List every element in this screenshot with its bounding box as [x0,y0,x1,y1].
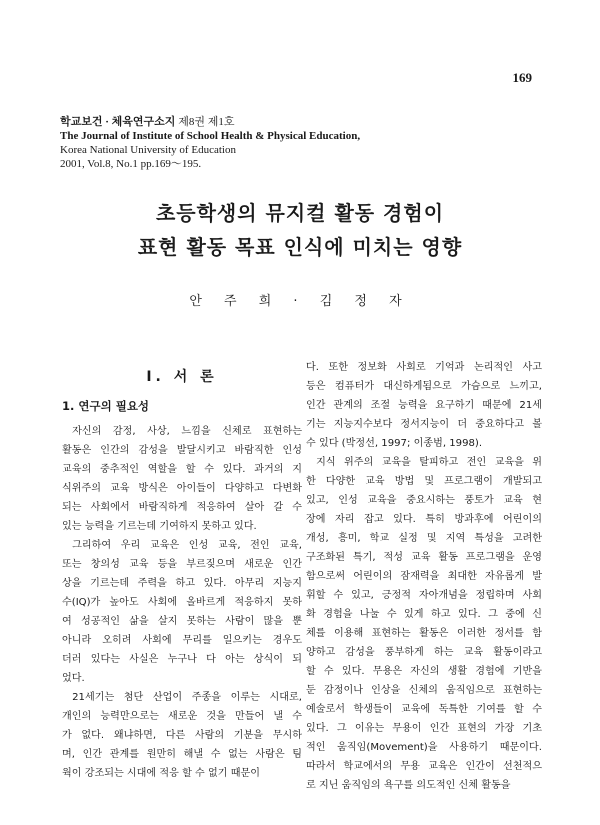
journal-volume-ko: 제8권 제1호 [178,116,235,128]
paragraph [306,358,542,453]
text-line: 었다. [62,673,85,684]
journal-title-ko: 학교보건 · 체육연구소지 [60,116,176,128]
text-line: 인간 관계의 조절 능력을 요구하기 때문에 21세 [306,400,542,411]
text-line: 구조화된 특기, 적성 교육 활동 프로그램을 운영 [306,552,542,563]
paragraph [306,453,542,795]
text-line: 장에 자리 잡고 있다. 특히 방과후에 어린이의 [306,514,542,525]
journal-info [60,115,540,171]
paper-title [0,196,600,264]
journal-citation: 2001, Vol.8, No.1 pp.169～195. [60,158,202,170]
text-line: 체를 이용해 표현하는 활동은 이러한 정서를 함 [306,628,542,639]
journal-title-en: The Journal of Institute of School Health & Physical Education, [60,130,361,142]
text-line: 되는 사회에서 바람직하게 적응하여 살아 갈 수 [62,502,302,513]
text-line: 예술로서 학생들이 교육에 독특한 기여를 할 수 [306,704,542,715]
text-line: 더러 있다는 사실은 누구나 다 아는 상식이 되 [62,654,302,665]
text-line: 며, 인간 관계를 원만히 해낼 수 없는 사람은 팀 [62,749,302,760]
text-line: 수 있다 (박정선, 1997; 이종범, 1998). [306,438,483,449]
text-line: 있는 능력을 기르는데 기여하지 못하고 있다. [62,521,257,532]
journal-institution: Korea National University of Education [60,144,236,156]
text-line: 가 없다. 왜냐하면, 다른 사람의 기분을 무시하 [62,730,302,741]
journal-line-1 [60,115,540,129]
text-line: 함으로써 어린이의 잠재력을 최대한 자유롭게 발 [306,571,542,582]
right-paragraphs [306,358,542,795]
title-line-2: 표현 활동 목표 인식에 미치는 영향 [137,235,463,259]
left-column [62,358,302,783]
text-line: 아니라 오히려 사회에 무리를 일으키는 경우도 [62,635,302,646]
text-line: 또는 창의성 교육 등을 부르짖으며 새로운 인간 [62,559,302,570]
sub-heading: 1. 연구의 필요성 [62,399,150,413]
text-line: 21세기는 첨단 산업이 주종을 이루는 시대로, [72,692,302,703]
text-line: 여 성공적인 삶을 살지 못하는 사람이 많을 뿐 [62,616,302,627]
text-line: 화 경험을 나눌 수 있게 하고 있다. 그 중에 신 [306,609,542,620]
page-number: 169 [512,70,532,85]
text-line: 그리하여 우리 교육은 인성 교육, 전인 교육, [72,540,302,551]
text-line: 개인의 능력만으로는 새로운 것을 만들어 낼 수 [62,711,302,722]
text-line: 따라서 학교에서의 무용 교육은 인간이 선천적으 [306,761,542,772]
text-line: 양하고 감성을 풍부하게 하는 교육 활동이라고 [306,647,542,658]
left-paragraphs [62,422,302,783]
text-line: 개성, 흥미, 학교 실정 및 지역 특성을 고려한 [306,533,542,544]
text-line: 로 지닌 움직임의 욕구를 의도적인 신체 활동을 [306,780,511,791]
text-line: 기는 지능지수보다 정서지능이 더 중요하다고 볼 [306,419,542,430]
authors: 안 주 희 · 김 정 자 [189,294,411,309]
text-line: 자신의 감정, 사상, 느낌을 신체로 표현하는 [72,426,302,437]
text-line: 교육의 중추적인 역할을 할 수 있다. 과거의 지 [62,464,302,475]
paragraph [62,422,302,536]
text-line: 한 다양한 교육 방법 및 프로그램이 개발되고 [306,476,542,487]
right-column [306,358,542,795]
paragraph [62,536,302,688]
text-line: 상을 기르는데 주력을 하고 있다. 아무리 지능지 [62,578,302,589]
text-line: 다. 또한 정보화 사회로 기억과 논리적인 사고 [306,362,542,373]
text-line: 활동은 인간의 감성을 발달시키고 바람직한 인성 [62,445,302,456]
text-line: 지식 위주의 교육을 탈피하고 전인 교육을 위 [316,457,542,468]
section-heading: Ⅰ. 서 론 [146,369,218,385]
text-line: 있고, 인성 교육을 중요시하는 풍토가 교육 현 [306,495,542,506]
paragraph [62,688,302,783]
text-line: 웍이 강조되는 시대에 적응 할 수 없기 때문이 [62,768,260,779]
text-line: 수(IQ)가 높아도 사회에 올바르게 적응하지 못하 [62,597,302,608]
text-line: 등은 컴퓨터가 대신하게됨으로 가슴으로 느끼고, [306,381,542,392]
title-line-1: 초등학생의 뮤지컬 활동 경험이 [155,201,445,225]
text-line: 둔 감정이나 인상을 신체의 움직임으로 표현하는 [306,685,542,696]
text-line: 식위주의 교육 방식은 아이들이 다양하고 다변화 [62,483,302,494]
text-line: 적인 움직임(Movement)을 사용하기 때문이다. [306,742,542,753]
text-line: 휘할 수 있고, 긍정적 자아개념을 정립하며 사회 [306,590,542,601]
text-line: 있다. 그 이유는 무용이 인간 표현의 가장 기초 [306,723,542,734]
text-line: 할 수 있다. 무용은 자신의 생활 경험에 기반을 [306,666,542,677]
